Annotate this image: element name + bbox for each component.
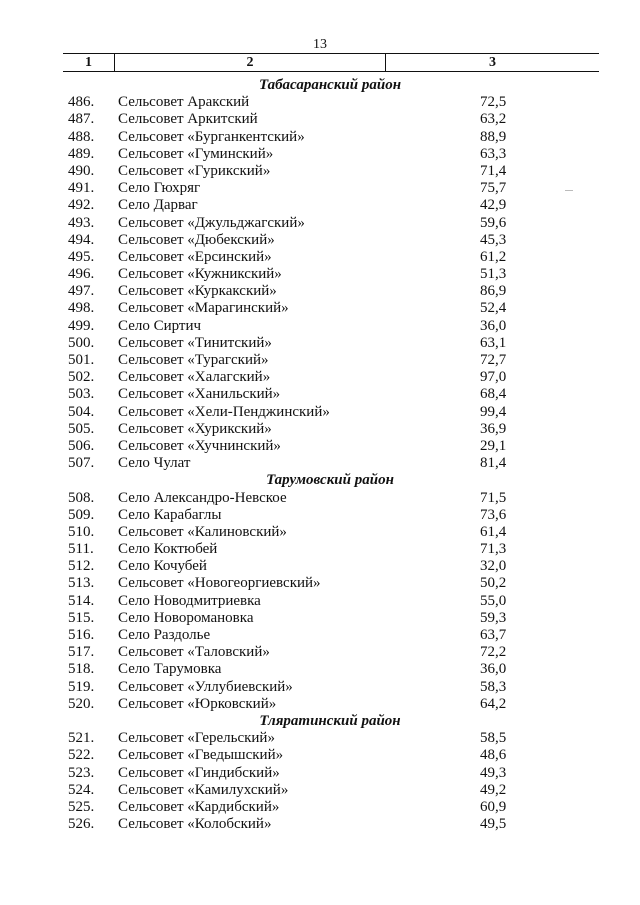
table-row [0,507,640,524]
table-row [0,369,640,386]
row-number: 522. [68,747,95,764]
row-number: 524. [68,781,95,798]
header-col-1: 1 [63,54,115,71]
row-value: 68,4 [480,386,507,403]
row-number: 508. [68,489,95,506]
table-row [0,318,640,335]
row-number: 487. [68,111,95,128]
row-number: 509. [68,506,95,523]
row-name: Сельсовет «Дюбекский» [118,231,275,248]
row-value: 63,3 [480,145,507,162]
row-name: Сельсовет «Ерсинский» [118,248,272,265]
row-name: Село Тарумовка [118,661,222,678]
row-name: Село Новодмитриевка [118,592,261,609]
row-name: Сельсовет «Гурикский» [118,162,271,179]
row-value: 36,9 [480,420,507,437]
row-name: Сельсовет «Тинитский» [118,334,272,351]
district-heading: Тарумовский район [266,472,394,489]
row-name: Село Дарваг [118,197,198,214]
row-name: Сельсовет «Бурганкентский» [118,128,305,145]
row-value: 86,9 [480,283,507,300]
row-value: 45,3 [480,231,507,248]
row-value: 59,3 [480,609,507,626]
row-value: 75,7 [480,180,507,197]
row-number: 497. [68,283,95,300]
row-number: 492. [68,197,95,214]
row-name: Сельсовет «Новогеоргиевский» [118,575,321,592]
row-number: 523. [68,764,95,781]
row-name: Сельсовет «Таловский» [118,644,270,661]
table-row [0,300,640,317]
table-row [0,696,640,713]
row-number: 519. [68,678,95,695]
row-number: 510. [68,523,95,540]
row-value: 72,2 [480,644,507,661]
row-name: Сельсовет «Джульджагский» [118,214,305,231]
row-name: Сельсовет «Гиндибский» [118,764,280,781]
row-value: 36,0 [480,661,507,678]
row-value: 42,9 [480,197,507,214]
row-value: 49,3 [480,764,507,781]
table-row [0,679,640,696]
table-row [0,765,640,782]
table-row [0,129,640,146]
row-number: 493. [68,214,95,231]
row-value: 63,1 [480,334,507,351]
row-value: 71,4 [480,162,507,179]
row-name: Село Раздолье [118,627,211,643]
table-row [0,111,640,128]
row-value: 58,5 [480,730,507,747]
row-name: Сельсовет Аркитский [118,111,258,128]
row-name: Село Коктюбей [118,541,218,558]
row-value: 32,0 [480,558,507,575]
table-row [0,197,640,214]
row-name: Сельсовет «Герельский» [118,730,275,747]
row-name: Село Новоромановка [118,609,254,626]
row-number: 526. [68,816,95,833]
row-value: 49,5 [480,816,507,833]
table-row [0,404,640,421]
table-row [0,558,640,575]
row-name: Сельсовет «Ханильский» [118,386,281,403]
table-row [0,180,640,197]
row-name: Село Чулат [118,455,191,472]
row-number: 490. [68,162,95,179]
row-name: Сельсовет «Колобский» [118,816,272,833]
row-number: 511. [68,541,94,558]
row-name: Сельсовет «Марагинский» [118,300,289,317]
row-name: Село Александро-Невское [118,489,287,506]
table-body [0,77,640,833]
row-value: 50,2 [480,575,507,592]
row-number: 488. [68,128,95,145]
row-name: Сельсовет «Халагский» [118,369,271,386]
row-number: 518. [68,661,95,678]
table-row [0,215,640,232]
table-row [0,335,640,352]
row-number: 525. [68,798,95,815]
district-heading-row [0,472,640,489]
header-col-2: 2 [115,54,386,71]
row-number: 491. [68,180,95,197]
row-name: Сельсовет «Гведышский» [118,747,284,764]
row-number: 495. [68,248,95,265]
table-row [0,644,640,661]
district-heading-row [0,77,640,94]
row-name: Сельсовет «Калиновский» [118,523,287,540]
page-number: 13 [313,37,327,52]
table-row [0,283,640,300]
row-value: 51,3 [480,266,507,283]
table-row [0,816,640,833]
row-name: Сельсовет «Хурикский» [118,420,272,437]
table-row [0,146,640,163]
table-row [0,661,640,678]
header-col-3: 3 [489,55,496,70]
row-value: 36,0 [480,317,507,334]
row-number: 498. [68,300,95,317]
row-number: 505. [68,420,95,437]
table-row [0,232,640,249]
row-value: 29,1 [480,437,507,454]
table-row [0,747,640,764]
row-value: 61,4 [480,523,507,540]
row-number: 515. [68,609,95,626]
row-name: Сельсовет «Куркакский» [118,283,277,300]
table-header [63,53,599,72]
row-value: 63,7 [480,627,507,643]
table-row [0,730,640,747]
row-name: Сельсовет «Хели-Пенджинский» [118,403,330,420]
row-value: 99,4 [480,403,507,420]
table-row [0,575,640,592]
row-number: 502. [68,369,95,386]
table-row [0,593,640,610]
row-value: 88,9 [480,128,507,145]
row-number: 494. [68,231,95,248]
table-row [0,610,640,627]
row-value: 63,2 [480,111,507,128]
row-number: 501. [68,352,95,368]
row-number: 517. [68,644,95,661]
row-name: Сельсовет «Хучнинский» [118,437,281,454]
row-name: Село Кочубей [118,558,207,575]
row-value: 49,2 [480,781,507,798]
row-name: Сельсовет «Гуминский» [118,145,274,162]
district-heading-row [0,713,640,730]
row-name: Село Гюхряг [118,180,201,197]
row-number: 489. [68,145,95,162]
row-value: 73,6 [480,506,507,523]
row-name: Село Сиртич [118,317,202,334]
row-value: 58,3 [480,678,507,695]
table-row [0,455,640,472]
district-heading: Тляратинский район [259,712,401,729]
row-name: Сельсовет «Турагский» [118,352,269,368]
table-row [0,421,640,438]
row-name: Сельсовет «Кужникский» [118,266,282,283]
row-number: 503. [68,386,95,403]
table-row [0,94,640,111]
row-value: 97,0 [480,369,507,386]
table-row [0,799,640,816]
row-name: Сельсовет «Кардибский» [118,798,280,815]
row-value: 64,2 [480,695,507,712]
row-value: 48,6 [480,747,507,764]
row-name: Сельсовет Аракский [118,94,250,111]
row-number: 499. [68,317,95,334]
row-number: 521. [68,730,95,747]
row-number: 507. [68,455,95,472]
district-heading: Табасаранский район [258,77,402,93]
row-number: 500. [68,334,95,351]
table-row [0,541,640,558]
row-name: Сельсовет «Юрковский» [118,695,277,712]
row-number: 520. [68,695,95,712]
row-number: 506. [68,437,95,454]
row-number: 513. [68,575,95,592]
table-row [0,782,640,799]
table-row [0,490,640,507]
row-number: 504. [68,403,95,420]
row-number: 496. [68,266,95,283]
row-name: Сельсовет «Уллубиевский» [118,678,293,695]
table-row [0,163,640,180]
row-value: 61,2 [480,248,507,265]
row-name: Сельсовет «Камилухский» [118,781,289,798]
table-row [0,352,640,369]
row-value: 52,4 [480,300,507,317]
row-value: 81,4 [480,455,507,472]
row-value: 60,9 [480,798,507,815]
table-row [0,266,640,283]
row-number: 486. [68,94,95,111]
row-value: 72,7 [480,352,507,368]
table-row [0,249,640,266]
row-value: 59,6 [480,214,507,231]
table-row [0,438,640,455]
table-row [0,524,640,541]
row-value: 72,5 [480,94,507,111]
row-number: 516. [68,627,95,643]
row-number: 512. [68,558,95,575]
row-name: Село Карабаглы [118,506,222,523]
row-value: 71,3 [480,541,507,558]
row-value: 55,0 [480,592,507,609]
table-row [0,627,640,644]
row-value: 71,5 [480,489,507,506]
table-row [0,386,640,403]
row-number: 514. [68,592,95,609]
